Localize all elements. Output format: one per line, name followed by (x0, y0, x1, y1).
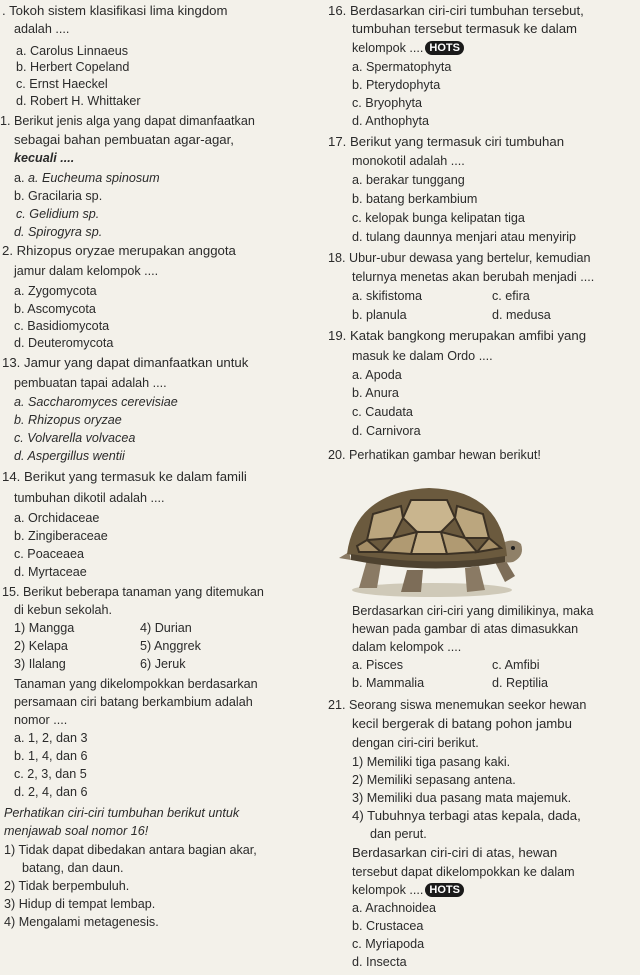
q12-option-c[interactable]: c. Ernst Haeckel (16, 77, 108, 91)
q13-stem-line1: 13. Jamur yang dapat dimanfaatkan untuk (2, 355, 249, 370)
q21-feature-4b: dan perut. (370, 827, 427, 841)
q14-option-b[interactable]: b. Zingiberaceae (14, 529, 108, 543)
q17-stem-line2: monokotil adalah .... (352, 154, 465, 168)
q17-stem-line1: 17. Berikut yang termasuk ciri tumbuhan (328, 134, 565, 149)
q14-stem-line2: tumbuhan dikotil adalah .... (14, 491, 165, 505)
q19-option-a[interactable]: a. Apoda (352, 368, 402, 382)
q15-list-4: 4) Durian (140, 621, 192, 635)
q18-option-b[interactable]: b. planula (352, 308, 407, 322)
q15-option-c[interactable]: c. 2, 3, dan 5 (14, 767, 87, 781)
q18-stem-line1: 18. Ubur-ubur dewasa yang bertelur, kemudian (328, 251, 591, 265)
q2-option-b[interactable]: b. Ascomycota (14, 302, 96, 316)
q18-stem-line2: telurnya menetas akan berubah menjadi .... (352, 270, 595, 284)
q15-list-1: 1) Mangga (14, 621, 75, 635)
q15-option-d[interactable]: d. 2, 4, dan 6 (14, 785, 88, 799)
q16-option-b[interactable]: b. Pterydophyta (352, 78, 441, 92)
q21-option-a[interactable]: a. Arachnoidea (352, 901, 437, 915)
q1-option-a-label[interactable]: a. a. Eucheuma spinosum (14, 171, 160, 185)
q21-option-b[interactable]: b. Crustacea (352, 919, 424, 933)
q2-stem-line2: jamur dalam kelompok .... (14, 264, 159, 278)
q20-option-a[interactable]: a. Pisces (352, 658, 404, 672)
q15-stem-line2: di kebun sekolah. (14, 603, 113, 617)
q21-feature-1: 1) Memiliki tiga pasang kaki. (352, 755, 511, 769)
q15-list-5: 5) Anggrek (140, 639, 201, 653)
q12-stem-line2: adalah .... (14, 22, 70, 36)
q14-stem-line1: 14. Berikut yang termasuk ke dalam famili (2, 469, 247, 484)
q2-stem-line1: 2. Rhizopus oryzae merupakan anggota (2, 243, 236, 258)
q16-feature-2: 2) Tidak berpembuluh. (4, 879, 130, 893)
q2-option-a[interactable]: a. Zygomycota (14, 284, 97, 298)
q1-option-c[interactable]: c. Gelidium sp. (16, 207, 100, 221)
q15-list-6: 6) Jeruk (140, 657, 186, 671)
q13-option-b[interactable]: b. Rhizopus oryzae (14, 413, 122, 427)
q20-stem2-line3: dalam kelompok .... (352, 640, 462, 654)
q17-option-d[interactable]: d. tulang daunnya menjari atau menyirip (352, 230, 577, 244)
q19-stem-line2: masuk ke dalam Ordo .... (352, 349, 493, 363)
tortoise-illustration (337, 472, 527, 600)
q15-option-a[interactable]: a. 1, 2, dan 3 (14, 731, 88, 745)
q16-option-d[interactable]: d. Anthophyta (352, 114, 430, 128)
q16-feature-4: 4) Mengalami metagenesis. (4, 915, 159, 929)
q1-option-a: a. Eucheuma spinosum (28, 171, 160, 185)
q18-option-d[interactable]: d. medusa (492, 308, 551, 322)
q1-stem-line3: kecuali .... (14, 151, 75, 165)
q12-option-b[interactable]: b. Herbert Copeland (16, 60, 130, 74)
q19-stem-line1: 19. Katak bangkong merupakan amfibi yang (328, 328, 587, 343)
q21-feature-4: 4) Tubuhnya terbagi atas kepala, dada, (352, 808, 581, 823)
hots-badge: HOTS (425, 883, 464, 897)
q20-stem-line1: 20. Perhatikan gambar hewan berikut! (328, 448, 541, 462)
q2-option-d[interactable]: d. Deuteromycota (14, 336, 114, 350)
q12-option-a[interactable]: a. Carolus Linnaeus (16, 44, 129, 58)
q20-option-c[interactable]: c. Amfibi (492, 658, 540, 672)
q16-intro-line2: menjawab soal nomor 16! (4, 824, 149, 838)
q14-option-d[interactable]: d. Myrtaceae (14, 565, 87, 579)
hots-badge: HOTS (425, 41, 464, 55)
q13-option-d[interactable]: d. Aspergillus wentii (14, 449, 125, 463)
q21-feature-2: 2) Memiliki sepasang antena. (352, 773, 516, 787)
q16-feature-1b: batang, dan daun. (22, 861, 124, 875)
q17-option-a[interactable]: a. berakar tunggang (352, 173, 465, 187)
q15-stem2-line1: Tanaman yang dikelompokkan berdasarkan (14, 677, 258, 691)
q12-option-d[interactable]: d. Robert H. Whittaker (16, 94, 141, 108)
q21-stem-line1: 21. Seorang siswa menemukan seekor hewan (328, 698, 587, 712)
q16-stem-line2: tumbuhan tersebut termasuk ke dalam (352, 21, 578, 36)
q13-option-a[interactable]: a. Saccharomyces cerevisiae (14, 395, 178, 409)
q1-option-d[interactable]: d. Spirogyra sp. (14, 225, 103, 239)
q2-option-c[interactable]: c. Basidiomycota (14, 319, 110, 333)
q13-stem-line2: pembuatan tapai adalah .... (14, 376, 167, 390)
q21-stem-line3: dengan ciri-ciri berikut. (352, 736, 479, 750)
q20-option-b[interactable]: b. Mammalia (352, 676, 425, 690)
q20-stem2-line1: Berdasarkan ciri-ciri yang dimilikinya, maka (352, 604, 594, 618)
q20-option-d[interactable]: d. Reptilia (492, 676, 549, 690)
q16-intro-line1: Perhatikan ciri-ciri tumbuhan berikut untuk (4, 806, 240, 820)
q18-option-c[interactable]: c. efira (492, 289, 530, 303)
q14-option-c[interactable]: c. Poaceaea (14, 547, 85, 561)
q1-stem-line1: 1. Berikut jenis alga yang dapat dimanfaatkan (0, 114, 255, 128)
q15-stem2-line2: persamaan ciri batang berkambium adalah (14, 695, 253, 709)
q1-option-b[interactable]: b. Gracilaria sp. (14, 189, 103, 203)
q15-option-b[interactable]: b. 1, 4, dan 6 (14, 749, 88, 763)
q17-option-b[interactable]: b. batang berkambium (352, 192, 478, 206)
tortoise-image (337, 472, 527, 600)
q16-option-a[interactable]: a. Spermatophyta (352, 60, 452, 74)
q21-stem-line2: kecil bergerak di batang pohon jambu (352, 716, 572, 731)
q20-stem2-line2: hewan pada gambar di atas dimasukkan (352, 622, 579, 636)
q18-option-a[interactable]: a. skifistoma (352, 289, 422, 303)
q16-feature-3: 3) Hidup di tempat lembap. (4, 897, 156, 911)
q16-stem-line3-text: kelompok .... (352, 41, 424, 55)
q13-option-c[interactable]: c. Volvarella volvacea (14, 431, 136, 445)
q21-option-c[interactable]: c. Myriapoda (352, 937, 425, 951)
q17-option-c[interactable]: c. kelopak bunga kelipatan tiga (352, 211, 525, 225)
q1-stem-line2: sebagai bahan pembuatan agar-agar, (14, 132, 234, 147)
q21-option-d[interactable]: d. Insecta (352, 955, 407, 969)
q16-stem-line3 (352, 40, 464, 56)
q21-stem2-line3 (352, 882, 464, 898)
q15-list-3: 3) Ilalang (14, 657, 66, 671)
q21-stem2-line2: tersebut dapat dikelompokkan ke dalam (352, 865, 575, 879)
q21-stem2-line3-text: kelompok .... (352, 883, 424, 897)
q19-option-b[interactable]: b. Anura (352, 386, 399, 400)
q12-stem-line1: . Tokoh sistem klasifikasi lima kingdom (2, 3, 228, 18)
q15-stem-line1: 15. Berikut beberapa tanaman yang ditemukan (2, 585, 264, 599)
q21-stem2-line1: Berdasarkan ciri-ciri di atas, hewan (352, 845, 558, 860)
q19-option-d[interactable]: d. Carnivora (352, 424, 421, 438)
q15-stem2-line3: nomor .... (14, 713, 68, 727)
q15-list-2: 2) Kelapa (14, 639, 68, 653)
q21-feature-3: 3) Memiliki dua pasang mata majemuk. (352, 791, 572, 805)
q19-option-c[interactable]: c. Caudata (352, 405, 413, 419)
q16-feature-1: 1) Tidak dapat dibedakan antara bagian akar, (4, 843, 257, 857)
q16-option-c[interactable]: c. Bryophyta (352, 96, 422, 110)
q14-option-a[interactable]: a. Orchidaceae (14, 511, 100, 525)
q16-stem-line1: 16. Berdasarkan ciri-ciri tumbuhan tersebut, (328, 3, 584, 18)
